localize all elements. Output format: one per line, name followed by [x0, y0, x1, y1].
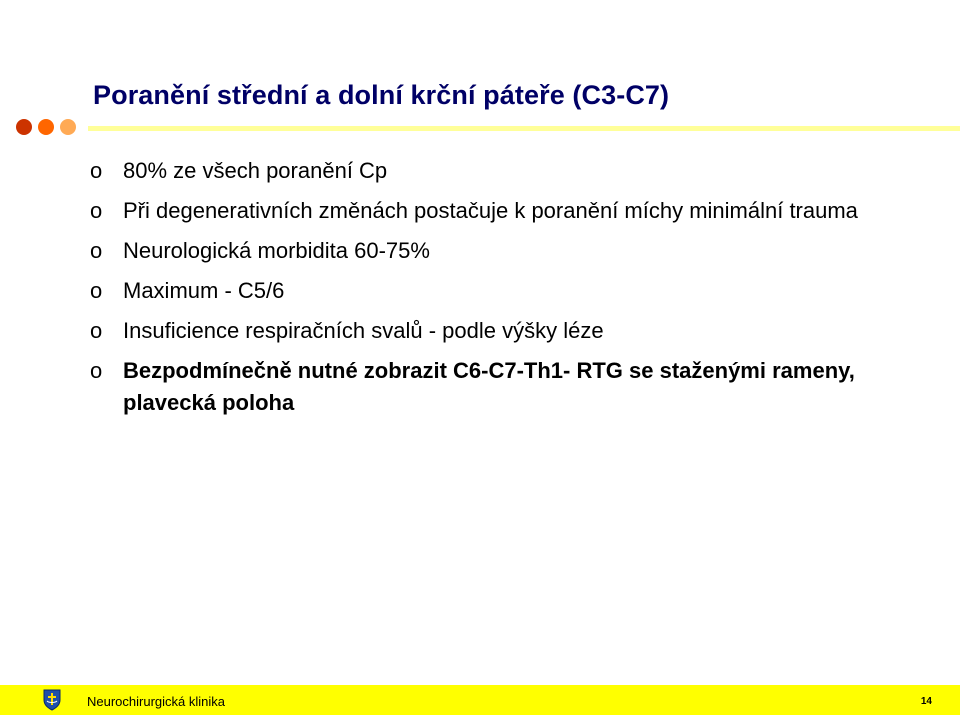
bullet-text: Při degenerativních změnách postačuje k poranění míchy minimální trauma — [123, 198, 858, 223]
dot-icon — [60, 119, 76, 135]
bullet-marker: o — [90, 158, 103, 183]
dot-icon — [38, 119, 54, 135]
page-number: 14 — [920, 696, 932, 707]
bullet-marker: o — [90, 318, 103, 343]
slide-title: Poranění střední a dolní krční páteře (C3-C7) — [93, 80, 670, 110]
bullet-text: Bezpodmínečně nutné zobrazit C6-C7-Th1- RTG se staženými rameny, plavecká poloha — [123, 358, 855, 415]
bullet-list — [90, 155, 940, 427]
bullet-text: 80% ze všech poranění Cp — [123, 158, 388, 183]
bullet-item — [90, 315, 940, 347]
decorative-dots — [16, 119, 76, 135]
bullet-text: Neurologická morbidita 60-75% — [123, 238, 430, 263]
bullet-item — [90, 235, 940, 267]
bullet-marker: o — [90, 278, 103, 303]
bullet-text: Maximum - C5/6 — [123, 278, 285, 303]
dot-icon — [16, 119, 32, 135]
bullet-item — [90, 275, 940, 307]
footer-label: Neurochirurgická klinika — [87, 694, 225, 709]
bullet-item — [90, 195, 940, 227]
bullet-item — [90, 355, 940, 419]
bullet-text: Insuficience respiračních svalů - podle výšky léze — [123, 318, 604, 343]
bullet-item — [90, 155, 940, 187]
bullet-marker: o — [90, 358, 103, 383]
bullet-marker: o — [90, 198, 103, 223]
title-underline — [88, 126, 960, 131]
bullet-marker: o — [90, 238, 103, 263]
clinic-logo-icon — [40, 687, 64, 711]
